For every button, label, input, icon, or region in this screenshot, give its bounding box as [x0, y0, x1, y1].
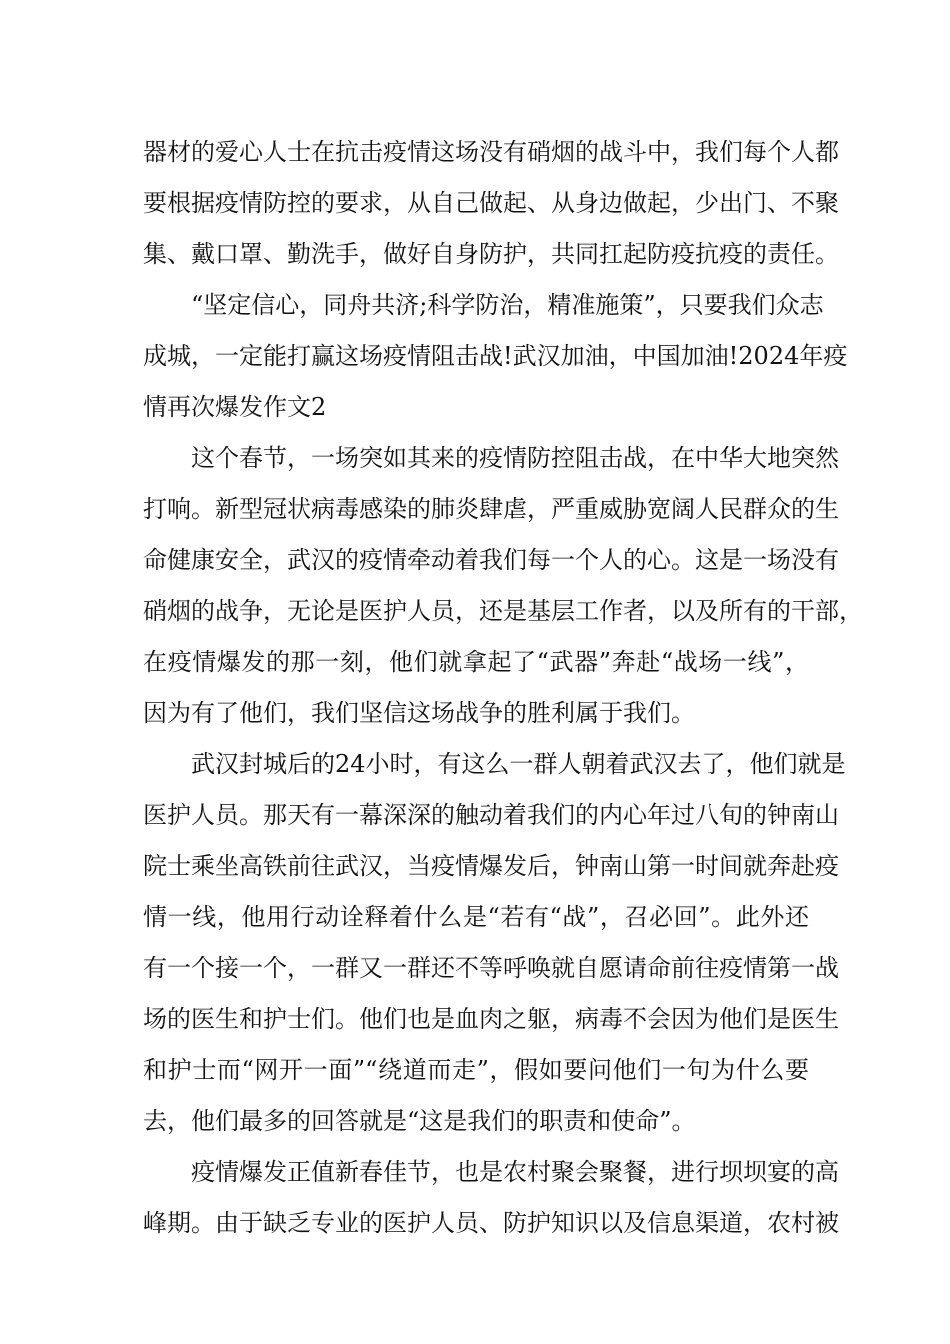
text-line: 医护人员。那天有一幕深深的触动着我们的内心年过八旬的钟南山 — [143, 801, 839, 829]
text-line: 情一线，他用行动诠释着什么是“若有“战”，召必回”。此外还 — [143, 903, 809, 931]
text-line: 去，他们最多的回答就是“这是我们的职责和使命”。 — [143, 1107, 696, 1135]
text-line: 命健康安全，武汉的疫情牵动着我们每一个人的心。这是一场没有 — [143, 546, 839, 574]
text-line: 成城，一定能打赢这场疫情阻击战!武汉加油，中国加油!2024年疫 — [143, 342, 848, 370]
text-line: “坚定信心，同舟共济;科学防治，精准施策”，只要我们众志 — [191, 291, 824, 319]
text-line: 和护士而“网开一面”“绕道而走”，假如要问他们一句为什么要 — [143, 1056, 809, 1084]
text-line: 场的医生和护士们。他们也是血肉之躯，病毒不会因为他们是医生 — [143, 1005, 839, 1033]
text-line: 在疫情爆发的那一刻，他们就拿起了“武器”奔赴“战场一线”， — [143, 648, 809, 676]
text-line: 硝烟的战争，无论是医护人员，还是基层工作者，以及所有的干部， — [143, 597, 863, 625]
text-line: 武汉封城后的24小时，有这么一群人朝着武汉去了，他们就是 — [191, 750, 846, 778]
text-line: 器材的爱心人士在抗击疫情这场没有硝烟的战斗中，我们每个人都 — [143, 138, 839, 166]
document-body — [143, 127, 863, 1249]
text-line: 疫情爆发正值新春佳节，也是农村聚会聚餐，进行坝坝宴的高 — [191, 1158, 839, 1186]
text-line: 打响。新型冠状病毒感染的肺炎肆虐，严重威胁宽阔人民群众的生 — [143, 495, 839, 523]
text-line: 有一个接一个，一群又一群还不等呼唤就自愿请命前往疫情第一战 — [143, 954, 839, 982]
text-line: 要根据疫情防控的要求，从自己做起、从身边做起，少出门、不聚 — [143, 189, 839, 217]
text-line: 情再次爆发作文2 — [143, 393, 327, 421]
text-line: 集、戴口罩、勤洗手，做好自身防护，共同扛起防疫抗疫的责任。 — [143, 240, 839, 268]
text-line: 因为有了他们，我们坚信这场战争的胜利属于我们。 — [143, 699, 695, 727]
text-line: 院士乘坐高铁前往武汉，当疫情爆发后，钟南山第一时间就奔赴疫 — [143, 852, 839, 880]
text-line: 峰期。由于缺乏专业的医护人员、防护知识以及信息渠道，农村被 — [143, 1209, 839, 1237]
text-line: 这个春节，一场突如其来的疫情防控阻击战，在中华大地突然 — [191, 444, 839, 472]
